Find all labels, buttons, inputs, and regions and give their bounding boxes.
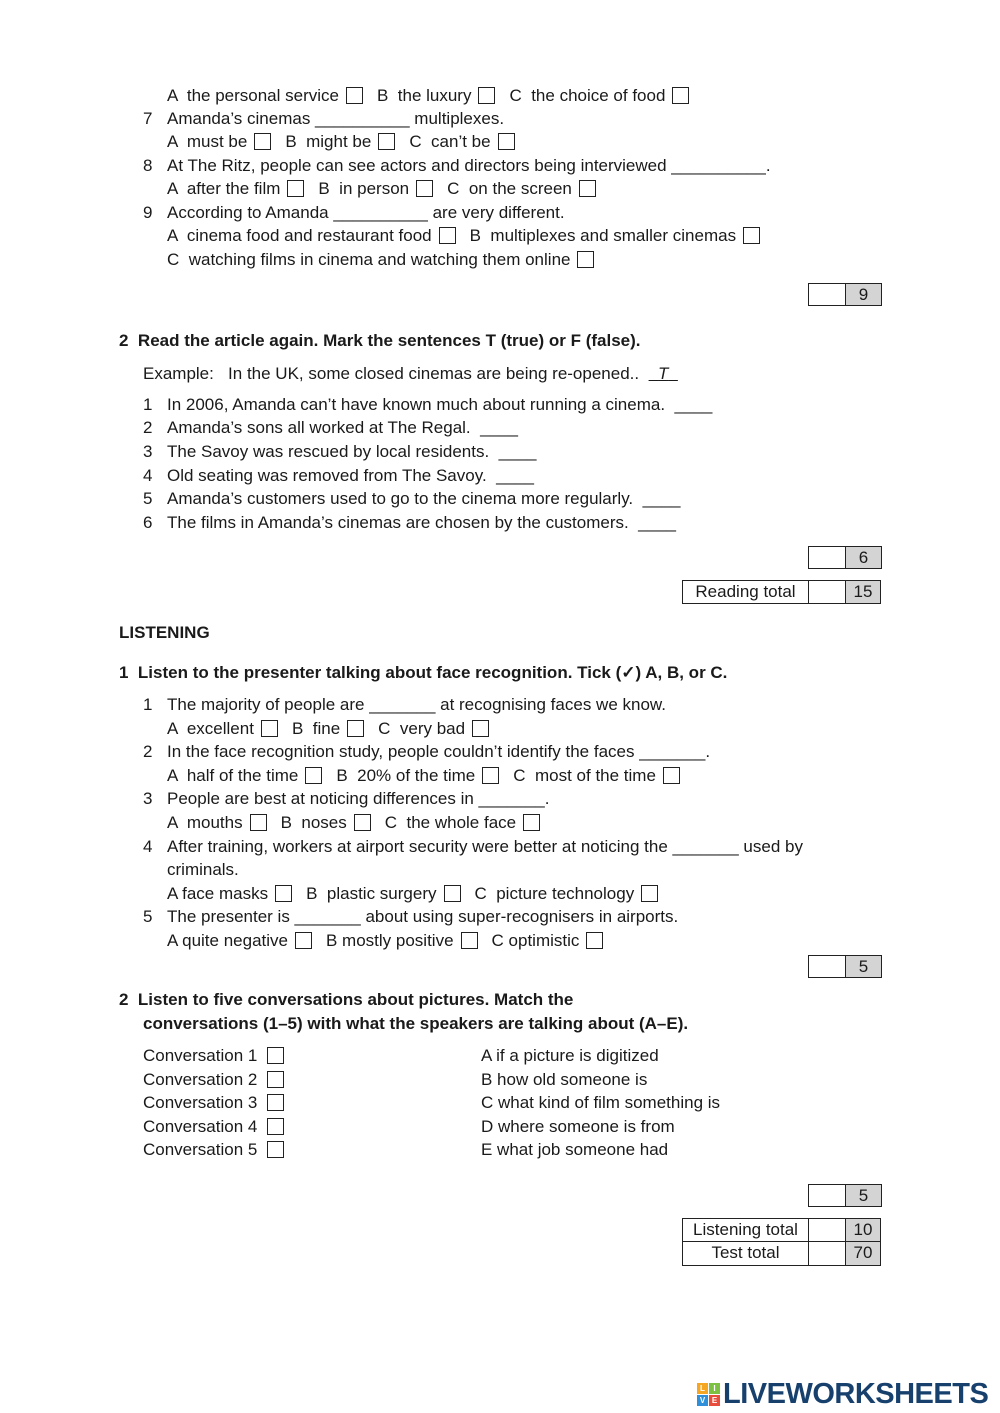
option <box>492 930 604 952</box>
question-text: After training, workers at airport security were better at noticing the _______ used by <box>167 837 803 856</box>
score-input[interactable] <box>809 956 846 977</box>
option-label: C watching films in cinema and watching them online <box>167 250 571 269</box>
score-box <box>808 283 882 306</box>
topic-item <box>481 1045 659 1067</box>
option-label: B fine <box>291 719 341 738</box>
question-number: 5 <box>143 489 153 508</box>
option-checkbox[interactable] <box>461 932 478 949</box>
option-checkbox[interactable] <box>743 227 760 244</box>
option-label: A mouths <box>167 813 243 832</box>
question-line <box>143 906 679 928</box>
score-box <box>808 546 882 569</box>
conversation-label: Conversation 1 <box>143 1046 258 1065</box>
conversation-label: Conversation 4 <box>143 1117 258 1136</box>
conversation-row <box>143 1139 284 1161</box>
question-number: 6 <box>143 513 153 532</box>
question-number: 8 <box>143 156 153 175</box>
question-number: 4 <box>143 466 153 485</box>
question-text: People are best at noticing differences in _______. <box>167 789 550 808</box>
conversation-row <box>143 1045 284 1067</box>
question-text: The presenter is _______ about using super-recognisers in airports. <box>167 907 679 926</box>
example-line <box>143 363 678 385</box>
example-label: Example: <box>143 364 214 383</box>
score-input[interactable] <box>809 1185 846 1206</box>
option-checkbox[interactable] <box>478 87 495 104</box>
topic-item <box>481 1069 647 1091</box>
heading-text: Listen to five conversations about pictures. Match the <box>137 990 574 1009</box>
option-label: A after the film <box>167 179 281 198</box>
conversation-label: Conversation 3 <box>143 1093 258 1112</box>
section-title: LISTENING <box>119 623 210 642</box>
option <box>167 883 292 905</box>
topic-item <box>481 1139 668 1161</box>
logo-badge-letter: I <box>709 1383 720 1394</box>
question-line <box>143 202 565 224</box>
question-line <box>143 394 713 416</box>
option <box>475 883 659 905</box>
option-label: A the personal service <box>167 86 339 105</box>
option <box>285 131 395 153</box>
option <box>336 765 499 787</box>
question-line <box>143 836 803 858</box>
topic-text: A if a picture is digitized <box>481 1046 659 1065</box>
totals-box <box>682 1218 881 1266</box>
option <box>447 178 596 200</box>
conversation-answer-box[interactable] <box>267 1094 284 1111</box>
option-checkbox[interactable] <box>523 814 540 831</box>
conversation-row <box>143 1116 284 1138</box>
option-label: B 20% of the time <box>336 766 476 785</box>
option-checkbox[interactable] <box>250 814 267 831</box>
option-checkbox[interactable] <box>439 227 456 244</box>
option-label: C on the screen <box>447 179 572 198</box>
option <box>281 812 371 834</box>
option-label: C optimistic <box>491 931 580 950</box>
option-checkbox[interactable] <box>482 767 499 784</box>
option <box>167 765 322 787</box>
question-line <box>143 108 505 130</box>
example-answer-value: T <box>658 364 669 383</box>
logo-badge-letter: L <box>697 1383 708 1394</box>
options-line <box>167 249 608 271</box>
option-label: A face masks <box>167 884 269 903</box>
option <box>409 131 514 153</box>
option-checkbox[interactable] <box>295 932 312 949</box>
options-line <box>167 883 672 905</box>
option-checkbox[interactable] <box>498 133 515 150</box>
option <box>385 812 540 834</box>
logo-badge-letter: E <box>709 1395 720 1406</box>
total-label: Listening total <box>683 1219 809 1241</box>
question-line <box>143 694 666 716</box>
logo-badge-icon <box>697 1383 720 1406</box>
option-checkbox[interactable] <box>378 133 395 150</box>
options-line <box>167 85 703 107</box>
option-label: C can’t be <box>409 132 491 151</box>
option-checkbox[interactable] <box>275 885 292 902</box>
exercise-heading <box>119 330 641 352</box>
question-text: Old seating was removed from The Savoy. ____ <box>167 466 534 485</box>
question-number: 9 <box>143 203 153 222</box>
question-number: 2 <box>143 742 153 761</box>
option-label: C most of the time <box>513 766 656 785</box>
question-text: Amanda’s sons all worked at The Regal. ____ <box>167 418 518 437</box>
topic-text: B how old someone is <box>481 1070 648 1089</box>
options-line <box>167 131 529 153</box>
question-line <box>143 512 676 534</box>
score-max: 5 <box>846 1185 881 1206</box>
total-max: 70 <box>846 1242 880 1265</box>
option-checkbox[interactable] <box>354 814 371 831</box>
option-checkbox[interactable] <box>663 767 680 784</box>
question-text: According to Amanda __________ are very different. <box>167 203 565 222</box>
option <box>167 718 278 740</box>
logo-text: LIVEWORKSHEETS <box>723 1378 989 1410</box>
conversation-row <box>143 1092 284 1114</box>
option-label: C picture technology <box>474 884 635 903</box>
question-line <box>143 155 771 177</box>
heading-text-cont: conversations (1–5) with what the speakers are talking about (A–E). <box>143 1014 689 1033</box>
option-checkbox[interactable] <box>254 133 271 150</box>
option <box>318 178 433 200</box>
option-checkbox[interactable] <box>641 885 658 902</box>
option <box>167 178 304 200</box>
option-checkbox[interactable] <box>472 720 489 737</box>
question-text: At The Ritz, people can see actors and directors being interviewed __________. <box>167 156 771 175</box>
question-text-cont <box>167 859 239 881</box>
question-line <box>143 441 537 463</box>
exercise-number: 2 <box>119 990 129 1009</box>
option <box>167 930 312 952</box>
option-checkbox[interactable] <box>287 180 304 197</box>
option <box>167 225 456 247</box>
option <box>509 85 689 107</box>
option-label: A must be <box>167 132 248 151</box>
topic-text: D where someone is from <box>481 1117 675 1136</box>
topic-item <box>481 1092 720 1114</box>
option <box>167 812 267 834</box>
options-line <box>167 178 610 200</box>
option-checkbox[interactable] <box>579 180 596 197</box>
option-checkbox[interactable] <box>261 720 278 737</box>
option-label: A excellent <box>167 719 254 738</box>
question-number: 3 <box>143 789 153 808</box>
exercise-number: 1 <box>119 663 129 682</box>
options-line <box>167 930 617 952</box>
conversation-row <box>143 1069 284 1091</box>
option-label: A cinema food and restaurant food <box>167 226 432 245</box>
topic-item <box>481 1116 675 1138</box>
option <box>167 85 363 107</box>
option-label: B the luxury <box>376 86 472 105</box>
option-label: C the whole face <box>384 813 517 832</box>
exercise-number: 2 <box>119 331 129 350</box>
total-max: 10 <box>846 1219 880 1241</box>
question-number: 4 <box>143 837 153 856</box>
options-line <box>167 812 554 834</box>
option-label: B mostly positive <box>325 931 454 950</box>
conversation-answer-box[interactable] <box>267 1118 284 1135</box>
question-line <box>143 741 711 763</box>
question-text: Amanda’s customers used to go to the cinema more regularly. ____ <box>167 489 681 508</box>
conversation-answer-box[interactable] <box>267 1141 284 1158</box>
option <box>167 131 271 153</box>
score-box <box>808 1184 882 1207</box>
total-input[interactable] <box>809 581 846 603</box>
question-text: The films in Amanda’s cinemas are chosen by the customers. ____ <box>167 513 676 532</box>
score-max: 5 <box>846 956 881 977</box>
question-text: Amanda’s cinemas __________ multiplexes. <box>167 109 505 128</box>
question-line <box>143 788 550 810</box>
exercise-heading <box>119 662 727 684</box>
topic-text: C what kind of film something is <box>481 1093 721 1112</box>
reading-total-box <box>682 580 881 604</box>
logo-badge-letter: V <box>697 1395 708 1406</box>
example-text: In the UK, some closed cinemas are being re-opened.. <box>228 364 640 383</box>
total-max: 15 <box>846 581 880 603</box>
question-line <box>143 488 681 510</box>
score-input[interactable] <box>809 284 846 305</box>
question-line <box>143 465 534 487</box>
score-max: 6 <box>846 547 881 568</box>
option-label: B noses <box>280 813 347 832</box>
option-checkbox[interactable] <box>347 720 364 737</box>
option-label: B plastic surgery <box>306 884 437 903</box>
question-text: In the face recognition study, people couldn’t identify the faces _______. <box>167 742 711 761</box>
option <box>292 718 364 740</box>
question-text: criminals. <box>167 860 239 879</box>
total-label: Reading total <box>683 581 809 603</box>
heading-text: Listen to the presenter talking about face recognition. Tick (✓) A, B, or C. <box>137 663 728 682</box>
option-label: C the choice of food <box>509 86 666 105</box>
question-number: 1 <box>143 695 153 714</box>
option <box>470 225 760 247</box>
option-checkbox[interactable] <box>586 932 603 949</box>
option-checkbox[interactable] <box>444 885 461 902</box>
options-line <box>167 765 694 787</box>
option-checkbox[interactable] <box>305 767 322 784</box>
question-number: 2 <box>143 418 153 437</box>
question-text: The Savoy was rescued by local residents. ____ <box>167 442 537 461</box>
question-line <box>143 417 518 439</box>
option <box>377 85 496 107</box>
option-checkbox[interactable] <box>672 87 689 104</box>
question-number: 3 <box>143 442 153 461</box>
option <box>306 883 460 905</box>
total-input[interactable] <box>809 1242 846 1265</box>
conversation-label: Conversation 2 <box>143 1070 258 1089</box>
score-max: 9 <box>846 284 881 305</box>
option-label: A quite negative <box>167 931 288 950</box>
option <box>378 718 489 740</box>
heading-text: Read the article again. Mark the sentences T (true) or F (false). <box>137 331 641 350</box>
total-label: Test total <box>683 1242 809 1265</box>
score-input[interactable] <box>809 547 846 568</box>
exercise-heading <box>119 989 573 1011</box>
example-answer <box>649 364 678 383</box>
option-checkbox[interactable] <box>346 87 363 104</box>
liveworksheets-logo <box>697 1378 988 1411</box>
option-label: B in person <box>318 179 410 198</box>
option <box>167 249 594 271</box>
option-label: A half of the time <box>167 766 299 785</box>
question-text: The majority of people are _______ at recognising faces we know. <box>167 695 666 714</box>
option-label: B multiplexes and smaller cinemas <box>469 226 737 245</box>
score-box <box>808 955 882 978</box>
option-checkbox[interactable] <box>416 180 433 197</box>
option-checkbox[interactable] <box>577 251 594 268</box>
option-label: B might be <box>285 132 372 151</box>
options-line <box>167 225 774 247</box>
question-number: 5 <box>143 907 153 926</box>
conversation-label: Conversation 5 <box>143 1140 258 1159</box>
question-number: 7 <box>143 109 153 128</box>
question-text: In 2006, Amanda can’t have known much about running a cinema. ____ <box>167 395 713 414</box>
total-input[interactable] <box>809 1219 846 1241</box>
conversation-answer-box[interactable] <box>267 1071 284 1088</box>
option <box>513 765 680 787</box>
options-line <box>167 718 503 740</box>
conversation-answer-box[interactable] <box>267 1047 284 1064</box>
topic-text: E what job someone had <box>481 1140 669 1159</box>
question-number: 1 <box>143 395 153 414</box>
option-label: C very bad <box>378 719 466 738</box>
option <box>326 930 478 952</box>
